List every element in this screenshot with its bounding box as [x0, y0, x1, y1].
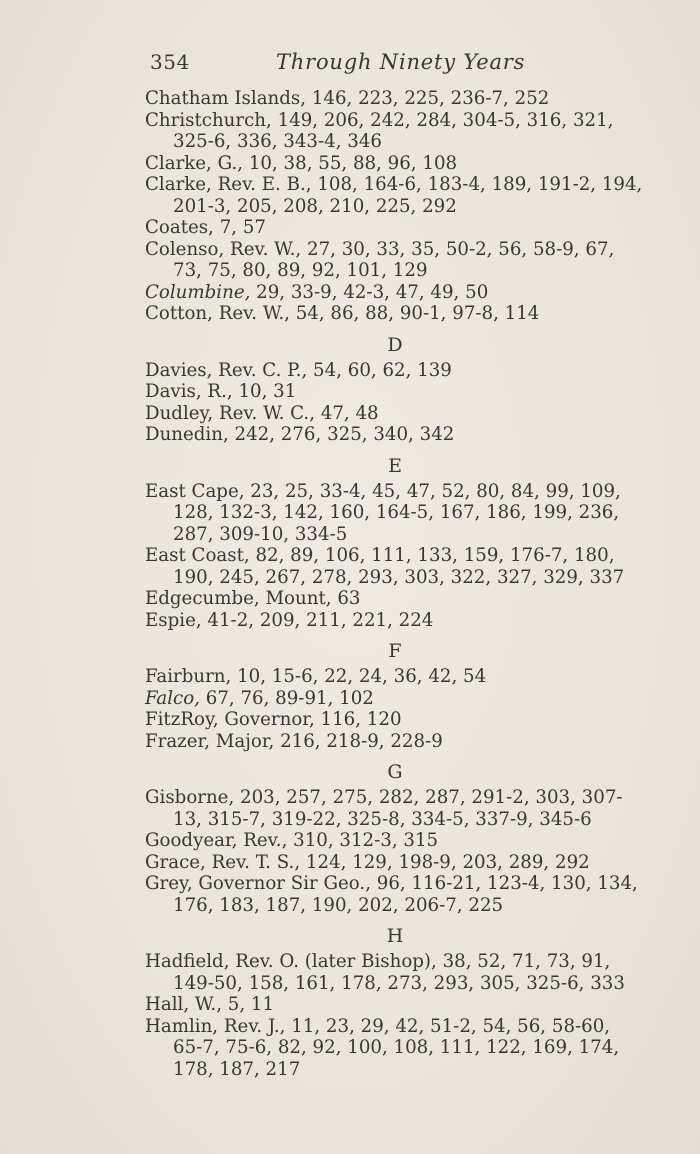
entry-page-refs: 310, 312-3, 315	[287, 830, 439, 851]
section-gap	[145, 752, 645, 761]
index-entry	[145, 110, 645, 153]
entry-page-refs: 5, 11	[221, 994, 275, 1015]
entry-page-refs: 54, 86, 88, 90-1, 97-8, 114	[289, 303, 540, 324]
index-entry	[145, 174, 645, 217]
entry-page-refs: 67, 76, 89-91, 102	[199, 687, 374, 709]
entry-name: Christchurch,	[145, 109, 272, 131]
index-entry	[145, 787, 645, 830]
index-entry	[145, 610, 645, 632]
index-entry	[145, 360, 645, 382]
index-entry	[145, 153, 645, 175]
entry-page-refs: 82, 89, 106, 111, 133, 159, 176-7, 180, 190, 245, 267, 278, 293, 303, 322, 327, 329, 337	[173, 545, 625, 588]
section-letter-heading: G	[387, 761, 403, 783]
index-entry	[145, 424, 645, 446]
index-entry	[145, 88, 645, 110]
entry-page-refs: 10, 15-6, 22, 24, 36, 42, 54	[231, 666, 487, 687]
section-letter-heading: E	[388, 454, 402, 477]
section-gap	[145, 631, 645, 640]
index-entry	[145, 852, 645, 874]
entry-page-refs: 47, 48	[314, 402, 379, 424]
entry-page-refs: 116, 120	[314, 709, 402, 730]
section-gap	[145, 325, 645, 334]
entry-page-refs: 27, 30, 33, 35, 50-2, 56, 58-9, 67, 73, 75, 80, 89, 92, 101, 129	[173, 238, 615, 281]
section-letter-heading: H	[386, 925, 404, 947]
running-title: Through Ninety Years	[276, 50, 526, 74]
index-entry	[145, 588, 645, 610]
entry-page-refs: 23, 25, 33-4, 45, 47, 52, 80, 84, 99, 109, 128, 132-3, 142, 160, 164-5, 167, 186, 199, 236, 287, 309-10, 334-5	[173, 480, 621, 545]
index-entry	[145, 481, 645, 546]
entry-name: Espie,	[145, 609, 202, 631]
entry-page-refs: 10, 38, 55, 88, 96, 108	[243, 152, 458, 174]
entry-name: Dudley, Rev. W. C.,	[145, 402, 315, 424]
index-entry	[145, 688, 645, 710]
entry-name: Fairburn,	[145, 666, 232, 687]
index-entry	[145, 239, 645, 282]
entry-page-refs: 124, 129, 198-9, 203, 289, 292	[300, 851, 590, 873]
entry-name: Gisborne,	[145, 787, 235, 808]
section-gap	[145, 916, 645, 925]
entry-name: East Coast,	[145, 545, 250, 566]
index-entry	[145, 873, 645, 916]
index-entry	[145, 282, 645, 304]
index-entry	[145, 830, 645, 852]
entry-page-refs: 10, 31	[232, 381, 297, 402]
entry-name: FitzRoy, Governor,	[145, 709, 315, 730]
entry-name: Hamlin, Rev. J.,	[145, 1015, 286, 1037]
index-entry	[145, 381, 645, 403]
entry-name: Davis, R.,	[145, 381, 233, 402]
entry-name: Falco,	[145, 687, 200, 709]
page-number: 354	[150, 50, 190, 74]
entry-name: Dunedin,	[145, 424, 229, 445]
entry-name: Grace, Rev. T. S.,	[145, 851, 301, 873]
entry-name: Colenso, Rev. W.,	[145, 238, 302, 260]
entry-page-refs: 203, 257, 275, 282, 287, 291-2, 303, 307-13, 315-7, 319-22, 325-8, 334-5, 337-9, 345-6	[173, 787, 623, 830]
index-entry	[145, 217, 645, 239]
index-entry	[145, 545, 645, 588]
entry-name: Hall, W.,	[145, 994, 222, 1015]
entry-page-refs: 108, 164-6, 183-4, 189, 191-2, 194, 201-3, 205, 208, 210, 225, 292	[173, 174, 643, 217]
entry-page-refs: 149, 206, 242, 284, 304-5, 316, 321, 325-6, 336, 343-4, 346	[173, 109, 614, 152]
index-entry	[145, 731, 645, 753]
entry-page-refs: 146, 223, 225, 236-7, 252	[306, 88, 550, 109]
entry-page-refs: 38, 52, 71, 73, 91, 149-50, 158, 161, 178, 273, 293, 305, 325-6, 333	[173, 951, 625, 994]
entry-page-refs: 41-2, 209, 211, 221, 224	[201, 609, 434, 631]
section-letter-heading: F	[388, 640, 402, 662]
entry-name: Columbine,	[145, 281, 251, 303]
index-list	[145, 88, 645, 1080]
entry-page-refs: 11, 23, 29, 42, 51-2, 54, 56, 58-60, 65-7, 75-6, 82, 92, 100, 108, 111, 122, 169, 174, 178, 187, 217	[173, 1015, 620, 1080]
index-entry	[145, 994, 645, 1016]
index-entry	[145, 709, 645, 731]
entry-page-refs: 7, 57	[213, 217, 266, 238]
entry-name: Grey, Governor Sir Geo.,	[145, 873, 371, 894]
section-gap	[145, 446, 645, 455]
entry-name: Clarke, G.,	[145, 152, 244, 174]
entry-name: Goodyear, Rev.,	[145, 830, 288, 851]
entry-name: Chatham Islands,	[145, 88, 307, 109]
entry-name: Davies, Rev. C. P.,	[145, 359, 308, 381]
entry-name: Edgecumbe, Mount,	[145, 588, 332, 609]
entry-page-refs: 242, 276, 325, 340, 342	[228, 424, 455, 445]
entry-name: East Cape,	[145, 480, 245, 502]
entry-page-refs: 216, 218-9, 228-9	[274, 730, 443, 752]
entry-page-refs: 54, 60, 62, 139	[307, 359, 452, 381]
entry-page-refs: 96, 116-21, 123-4, 130, 134, 176, 183, 187, 190, 202, 206-7, 225	[173, 873, 638, 916]
entry-name: Hadfield, Rev. O. (later Bishop),	[145, 951, 437, 972]
entry-page-refs: 63	[331, 588, 361, 609]
index-entry	[145, 403, 645, 425]
entry-name: Frazer, Major,	[145, 730, 275, 752]
entry-name: Cotton, Rev. W.,	[145, 303, 290, 324]
page-header	[150, 48, 670, 80]
index-entry	[145, 303, 645, 325]
entry-name: Coates,	[145, 217, 214, 238]
section-letter-heading: D	[387, 333, 403, 356]
index-entry	[145, 666, 645, 688]
entry-page-refs: 29, 33-9, 42-3, 47, 49, 50	[250, 281, 489, 303]
entry-name: Clarke, Rev. E. B.,	[145, 174, 312, 195]
index-entry	[145, 1016, 645, 1081]
index-entry	[145, 951, 645, 994]
